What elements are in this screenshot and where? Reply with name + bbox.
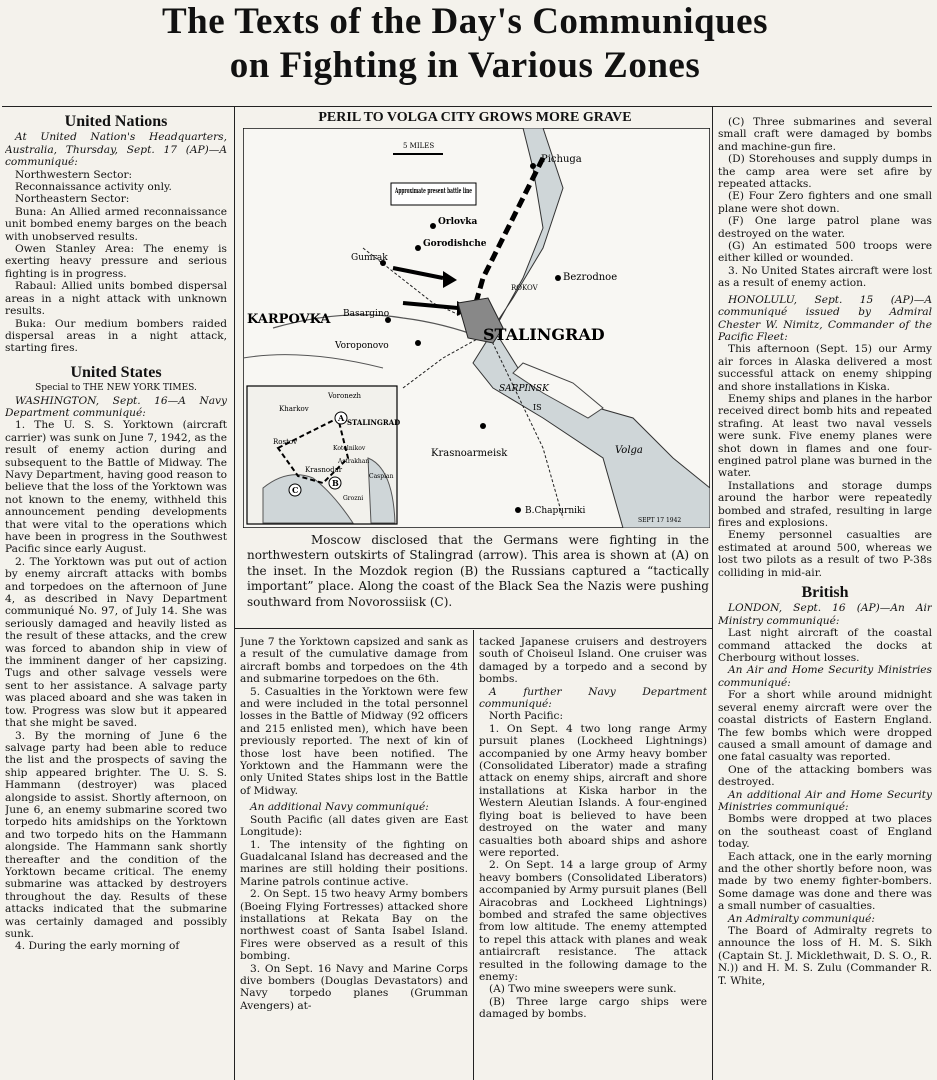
paragraph: 2. On Sept. 15 two heavy Army bombers (Boeing Flying Fortresses) attacked shore installations at Rekata Bay on the northwest coast of Santa Isabel Island. Fires were observed as a result of this bombing. [240,888,468,963]
label-pichuga: Pichuga [541,154,582,165]
inset-caspian: Caspian [369,473,394,480]
callout-label: Approximate present battle line [394,186,473,195]
paragraph: 1. The U. S. S. Yorktown (aircraft carrier) was sunk on June 7, 1942, as the result of enemy action during and subsequent to the Battle of Midway. The Navy Department, having good reason to believe that the loss of the Yorktown was not known to the enemy, withheld this announcement pending developments that were vital to the operations which have been in progress in the Southwest Pacific since early August. [5,419,227,556]
column-rule-2 [473,630,474,1080]
paragraph: (G) An estimated 500 troops were either killed or wounded. [718,240,932,265]
paragraph: Enemy personnel casualties are estimated at around 500, whereas we lost two pilots as a result of two P-38s colliding in mid-air. [718,529,932,579]
label-bezrodnoe: Bezrodnoe [563,272,618,283]
inset-kharkov: Kharkov [279,405,309,413]
column-4 [718,116,932,1080]
label-chapurniki: B.Chapurniki [525,506,586,516]
paragraph: (A) Two mine sweepers were sunk. [489,983,677,996]
map-title: PERIL TO VOLGA CITY GROWS MORE GRAVE [318,110,632,125]
dateline: LONDON, Sept. 16 (AP)—An Air Ministry communiqué: [718,602,932,627]
inset-grozny: Grozni [343,495,364,502]
column-rule-1 [234,106,235,1080]
paragraph: 1. On Sept. 4 two long range Army pursuit planes (Lockheed Lightnings) accompanied by one Army heavy bomber (Consolidated Liberator) made a strafing attack on enemy ships, aircraft and shore installations at Kiska harbor in the Western Aleutian Islands. A four-engined flying boat is believed to have been destroyed on the water and many casualties both aboard ships and ashore were reported. [479,722,707,859]
subheading: An additional Navy communiqué: [250,801,429,814]
inset-kotelnikov: Kotelnikov [333,445,366,452]
paragraph: 1. The intensity of the fighting on Guadalcanal Island has decreased and the marines are still holding their positions. Marine patrols continue active. [240,838,468,888]
inset-b: B [332,478,339,488]
byline: Special to THE NEW YORK TIMES. [35,383,197,394]
label-krasnoarmeisk: Krasnoarmeisk [431,448,508,459]
headline-line-1: The Texts of the Day's Communiques [161,1,768,42]
inset-a: A [338,413,345,423]
label-rokov: ROKOV [511,284,538,292]
paragraph: Northwestern Sector: [15,168,133,181]
dateline: WASHINGTON, Sept. 16—A Navy Department communiqué: [5,394,227,419]
paragraph: Rabaul: Allied units bombed dispersal areas in a night attack with unknown results. [5,280,227,318]
subheading: An additional Air and Home Security Ministries communiqué: [718,788,932,813]
subheading: A further Navy Department communiqué: [479,685,707,711]
inset-astrakhan: Astrakhan [338,458,370,465]
paragraph: Buna: An Allied armed reconnaissance unit bombed enemy barges on the beach with unobserved results. [5,205,227,243]
paragraph: (E) Four Zero fighters and one small plane were shot down. [718,190,932,215]
paragraph: 5. Casualties in the Yorktown were few and were included in the total personnel losses in the Battle of Midway (92 officers and 215 enlisted men), which have been previously reported. The next of kin of those lost have been notified. The Yorktown and the Hammann were the only United States ships lost in the Battle of Midway. [240,685,468,797]
map-bottom-rule [234,628,712,629]
paragraph: 3. On Sept. 16 Navy and Marine Corps dive bombers (Douglas Devastators) and Navy torpedo planes (Grumman Avengers) at- [240,962,468,1012]
paragraph: 2. On Sept. 14 a large group of Army heavy bombers (Consolidated Liberators) accompanied by Army pursuit planes (Bell Airacobras and Lockheed Lightnings) bombed and strafed the same objectives from low altitude. The enemy attempted to repel this attack with planes and weak antiaircraft resistance. The attack resulted in the following damage to the enemy: [479,859,707,983]
subheading: An Air and Home Security Ministries communiqué: [718,664,932,689]
paragraph: June 7 the Yorktown capsized and sank as a result of the cumulative damage from aircraft bombs and torpedoes on the 4th and submarine torpedoes on the 6th. [240,636,468,686]
paragraph: tacked Japanese cruisers and destroyers south of Choiseul Island. One cruiser was damaged by a torpedo and a second by bombs. [479,636,707,686]
paragraph: 4. During the early morning of [15,940,180,953]
paragraph: Northeastern Sector: [15,193,130,206]
paragraph: Bombs were dropped at two places on the southeast coast of England today. [718,813,932,851]
label-karpovka: KARPOVKA [247,312,331,327]
paragraph: North Pacific: [489,710,564,723]
label-sarpinsk: SARPINSK [499,384,549,394]
headline [80,0,850,88]
paragraph: (F) One large patrol plane was destroyed on the water. [718,215,932,240]
map-graphic [243,128,710,528]
top-rule [2,106,932,107]
paragraph: 2. The Yorktown was put out of action by enemy aircraft attacks with bombs and torpedoes on the afternoon of June 4, as described in Navy Department communiqué No. 97, of July 14. She was seriously damaged and heavily listed as the result of these attacks, and the crew was forced to abandon ship in view of the imminent danger of her capsizing. Tugs and other salvage vessels were sent to her assistance. A salvage party was placed aboard and she was taken in tow. Progress was slow but it appeared that she might be saved. [5,555,227,730]
headline-line-2: on Fighting in Various Zones [229,45,701,86]
paragraph: 3. By the morning of June 6 the salvage party had been able to reduce the list and the prospects of saving the ship appeared brighter. The U. S. S. Hammann (destroyer) was placed alongside to assist. Shortly afternoon, on June 6, an enemy submarine scored two torpedo hits amidships on the Yorktown and two torpedo hits on the Hammann alongside. The Hammann sank shortly thereafter and the condition of the Yorktown became critical. The enemy submarine was attacked by destroyers throughout the day. Results of these attacks indicated that the submarine was certainly damaged and possibly sunk. [5,729,227,940]
inset-voronezh: Voronezh [328,392,362,400]
stalingrad-map [243,128,710,528]
label-gumrak: Gumrak [351,253,388,263]
paragraph: (D) Storehouses and supply dumps in the camp area were set afire by repeated attacks. [718,153,932,191]
paragraph: Each attack, one in the early morning and the other shortly before noon, was made by two enemy fighter-bombers. Some damage was done and there was a small number of casualties. [718,850,932,913]
paragraph: (B) Three large cargo ships were damaged by bombs. [479,995,707,1021]
label-stalingrad: STALINGRAD [483,325,605,344]
heading-united-states: United States [70,363,162,381]
column-3 [479,636,707,1080]
paragraph: For a short while around midnight several enemy aircraft were over the coastal districts of Eastern England. The few bombs which were dropped caused a small amount of damage and one fatal casualty was reported. [718,689,932,764]
label-basargino: Basargino [343,309,390,319]
label-is: IS [533,403,542,412]
paragraph: One of the attacking bombers was destroyed. [718,763,932,789]
paragraph: (C) Three submarines and several small craft were damaged by bombs and machine-gun fire. [718,116,932,153]
paragraph: Last night aircraft of the coastal command attacked the docks at Cherbourg without losses. [718,627,932,665]
map-caption: Moscow disclosed that the Germans were fighting in the northwestern outskirts of Stalingrad (arrow). This area is shown at (A) on the inset. In the Mozdok region (B) the Russians captured a “tactically important” place. Along the coast of the Black Sea the Nazis were pushing southward from Novorossiisk (C). [247,533,709,609]
dateline: At United Nation's Headquarters, Australia, Thursday, Sept. 17 (AP)—A communiqué: [5,131,227,169]
paragraph: Enemy ships and planes in the harbor received direct bomb hits and repeated strafing. At least two naval vessels were sunk. Five enemy planes were shot down in flames and one four-engined patrol plane was burned in the water. [718,392,932,480]
label-volga: Volga [615,445,643,456]
heading-british: British [801,584,849,602]
label-orlovka: Orlovka [438,217,478,227]
inset-map [247,386,400,524]
paragraph: Owen Stanley Area: The enemy is exerting heavy pressure and serious fighting is in progress. [5,243,227,280]
paragraph: Reconnaissance activity only. [15,181,172,194]
label-gorodishche: Gorodishche [423,239,487,249]
inset-krasnodar: Krasnodar [305,466,343,474]
paragraph: This afternoon (Sept. 15) our Army air forces in Alaska delivered a most successful attack on enemy shipping and shore installations in Kiska. [718,343,932,393]
paragraph: Buka: Our medium bombers raided dispersal areas in a night attack, starting fires. [5,317,227,355]
paragraph: 3. No United States aircraft were lost as a result of enemy action. [718,264,932,290]
map-date: SEPT 17 1942 [638,517,682,524]
paragraph: Installations and storage dumps around the harbor were repeatedly bombed and strafed, resulting in large fires and explosions. [718,479,932,529]
scale-label: 5 MILES [403,142,435,150]
paragraph: South Pacific (all dates given are East Longitude): [240,813,468,839]
inset-rostov: Rostov [273,438,298,446]
subheading: An Admiralty communiqué: [728,912,875,925]
inset-c: C [292,485,299,495]
column-1 [5,112,227,1080]
heading-united-nations: United Nations [64,113,168,130]
label-voroponovo: Voroponovo [335,341,389,351]
paragraph: The Board of Admiralty regrets to announce the loss of H. M. S. Sikh (Captain St. J. Micklethwait, D. S. O., R. N.)) and H. M. S. Zulu (Commander R. T. White, [718,925,932,987]
column-rule-3 [712,106,713,1080]
column-2 [240,636,468,1080]
inset-stalingrad: STALINGRAD [347,418,401,427]
dateline: HONOLULU, Sept. 15 (AP)—A communiqué issued by Admiral Chester W. Nimitz, Commander of the Pacific Fleet: [718,293,932,343]
